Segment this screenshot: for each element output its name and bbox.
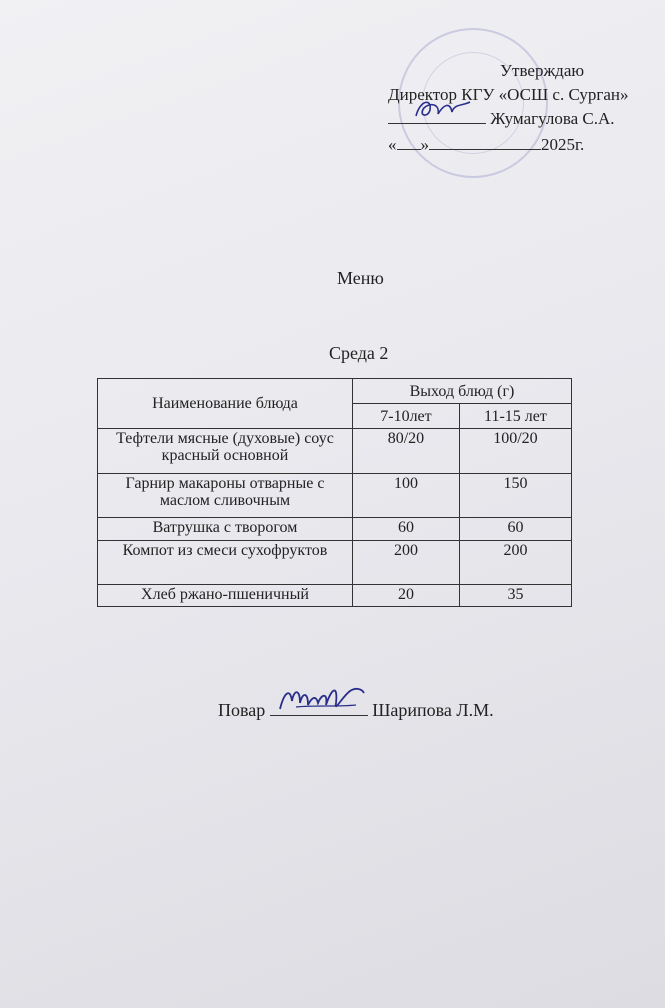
table-row [98, 429, 572, 474]
approval-date-line [388, 134, 584, 153]
day-title: Среда 2 [329, 343, 389, 363]
age2-cell: 60 [459, 518, 571, 541]
approval-director-line: Директор КГУ «ОСШ с. Сурган» [388, 85, 629, 104]
dish-cell: Ватрушка с творогом [98, 518, 353, 541]
dish-cell: Хлеб ржано-пшеничный [98, 585, 353, 607]
director-signature [410, 94, 480, 124]
month-blank [429, 134, 541, 150]
age1-cell: 200 [352, 541, 459, 585]
table-row [98, 518, 572, 541]
date-open-quote: « [388, 135, 397, 154]
director-name: Жумагулова С.А. [490, 109, 615, 128]
age2-cell: 150 [459, 474, 571, 518]
cook-name: Шарипова Л.М. [372, 700, 494, 720]
age2-cell: 100/20 [459, 429, 571, 474]
age1-cell: 100 [352, 474, 459, 518]
date-close-quote: » [420, 135, 429, 154]
table-row [98, 474, 572, 518]
approval-title: Утверждаю [500, 61, 585, 80]
cook-line [218, 700, 494, 721]
table-row [98, 585, 572, 607]
age1-cell: 60 [352, 518, 459, 541]
header-output: Выход блюд (г) [352, 379, 571, 404]
dish-cell: Компот из смеси сухофруктов [98, 541, 353, 585]
age1-cell: 20 [352, 585, 459, 607]
age1-cell: 80/20 [352, 429, 459, 474]
cook-label: Повар [218, 700, 266, 720]
approval-name-line [388, 108, 615, 127]
header-row [98, 379, 572, 404]
approval-year: 2025г. [541, 135, 585, 154]
header-age1: 7-10лет [352, 404, 459, 429]
age2-cell: 200 [459, 541, 571, 585]
dish-cell: Гарнир макароны отварные с маслом сливочным [98, 474, 353, 518]
header-age2: 11-15 лет [459, 404, 571, 429]
director-signature-blank [388, 108, 486, 124]
day-blank [397, 134, 421, 150]
age2-cell: 35 [459, 585, 571, 607]
cook-signature [276, 679, 368, 719]
menu-title: Меню [337, 268, 384, 288]
table-row [98, 541, 572, 585]
menu-table [97, 378, 572, 607]
dish-cell: Тефтели мясные (духовые) соус красный основной [98, 429, 353, 474]
cook-signature-blank [270, 701, 368, 716]
header-dish: Наименование блюда [98, 379, 353, 429]
